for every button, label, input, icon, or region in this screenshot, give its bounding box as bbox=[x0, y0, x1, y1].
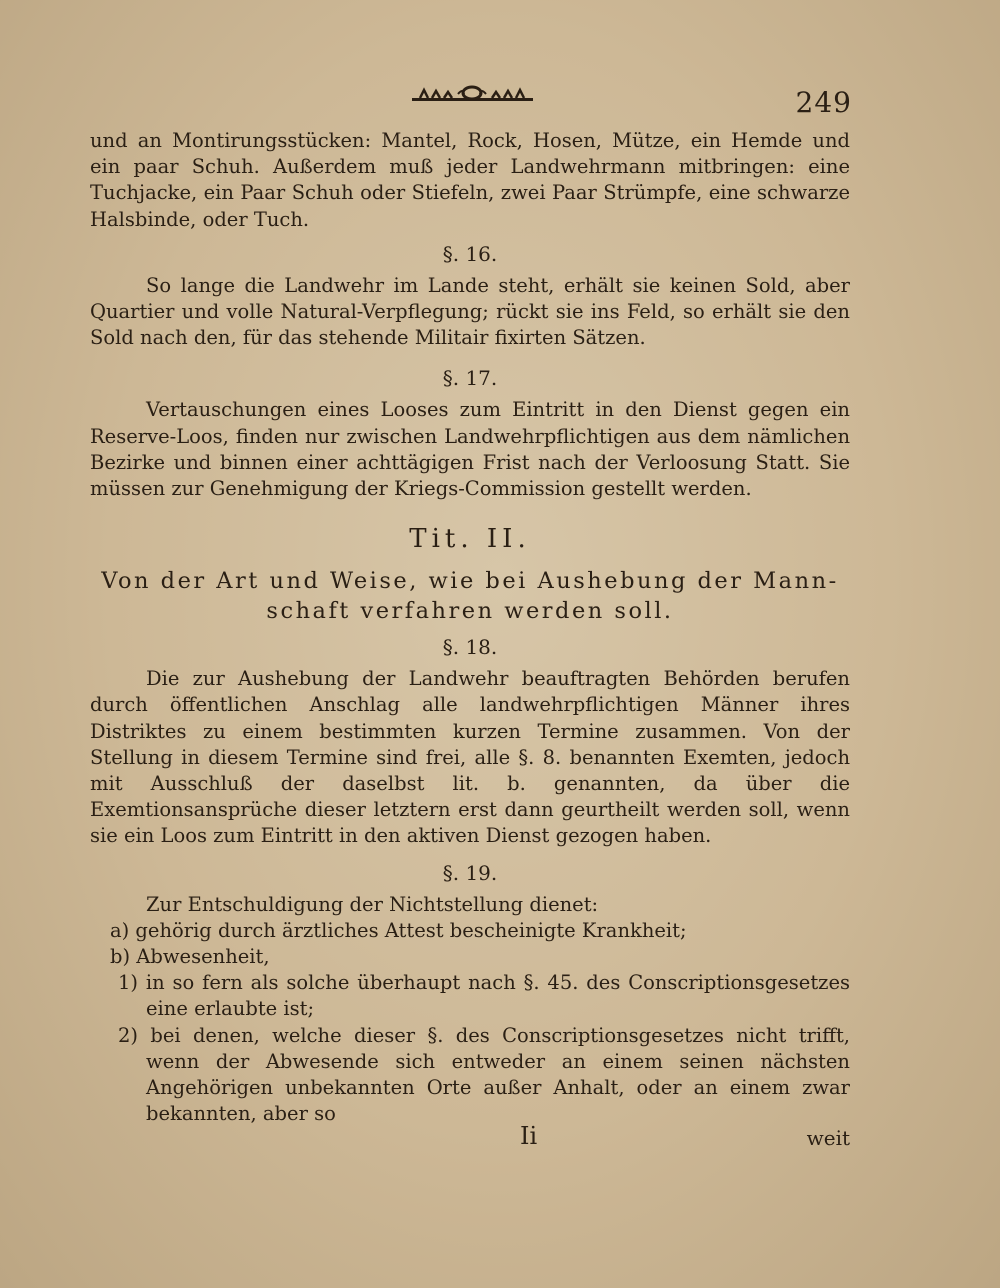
page-number: 249 bbox=[795, 86, 852, 119]
section-19-intro: Zur Entschuldigung der Nichtstellung dienet: bbox=[146, 892, 599, 916]
list-item-b2: 2) bei denen, welche dieser §. des Conscriptionsgesetzes nicht trifft, wenn der Abwesende sich entweder an einem seinen nächsten Angehörigen unbekannten Orte außer Anhalt, oder an einem zwar bekannten, aber so bbox=[118, 1023, 850, 1126]
signature-mark: Ii bbox=[520, 1122, 538, 1150]
page-body bbox=[90, 128, 850, 1127]
list-item-a: a) gehörig durch ärztliches Attest bescheinigte Krankheit; bbox=[110, 918, 687, 942]
section-16-text: So lange die Landwehr im Lande steht, erhält sie keinen Sold, aber Quartier und volle Natural-Verpflegung; rückt sie ins Feld, so erhält sie den Sold nach den, für das stehende Militair fixirten Sätzen. bbox=[90, 273, 850, 350]
list-item-b1: 1) in so fern als solche überhaupt nach §. 45. des Conscriptionsgesetzes eine erlaubte ist; bbox=[118, 971, 850, 1021]
title-heading: Tit. II. bbox=[409, 524, 531, 555]
decorative-vignette-icon bbox=[410, 82, 535, 104]
catchword: weit bbox=[806, 1126, 850, 1150]
section-16-heading: §. 16. bbox=[442, 241, 498, 266]
list-item-b: b) Abwesenheit, bbox=[110, 945, 270, 969]
section-18-heading: §. 18. bbox=[442, 635, 498, 660]
title-subheading-line-2: schaft verfahren werden soll. bbox=[266, 598, 674, 625]
section-19-heading: §. 19. bbox=[442, 860, 498, 885]
section-18-text: Die zur Aushebung der Landwehr beauftragten Behörden berufen durch öffentlichen Anschlag alle landwehrpflichtigen Männer ihres Distriktes zu einem bestimmten kurzen Termine zusammen. Von der Stellung in diesem Termine sind frei, alle §. 8. benannten Exemten, jedoch mit Ausschluß der daselbst lit. b. genannten, da über die Exemtionsansprüche dieser letztern erst dann geurtheilt werden soll, wenn sie ein Loos zum Eintritt in den aktiven Dienst gezogen haben. bbox=[90, 667, 850, 848]
section-17-text: Vertauschungen eines Looses zum Eintritt in den Dienst gegen ein Reserve-Loos, finden nur zwischen Landwehrpflichtigen aus dem nämlichen Bezirke und binnen einer achttägigen Frist nach der Verloosung Statt. Sie müssen zur Genehmigung der Kriegs-Commission gestellt werden. bbox=[90, 398, 850, 501]
title-subheading bbox=[90, 566, 850, 626]
section-17-heading: §. 17. bbox=[442, 366, 498, 391]
intro-paragraph: und an Montirungsstücken: Mantel, Rock, Hosen, Mütze, ein Hemde und ein paar Schuh. Außerdem muß jeder Landwehrmann mitbringen: eine Tuchjacke, ein Paar Schuh oder Stiefeln, zwei Paar Strümpfe, eine schwarze Halsbinde, oder Tuch. bbox=[90, 129, 850, 231]
title-subheading-line-1: Von der Art und Weise, wie bei Aushebung der Mann- bbox=[101, 568, 839, 595]
page-footer bbox=[90, 1122, 850, 1152]
